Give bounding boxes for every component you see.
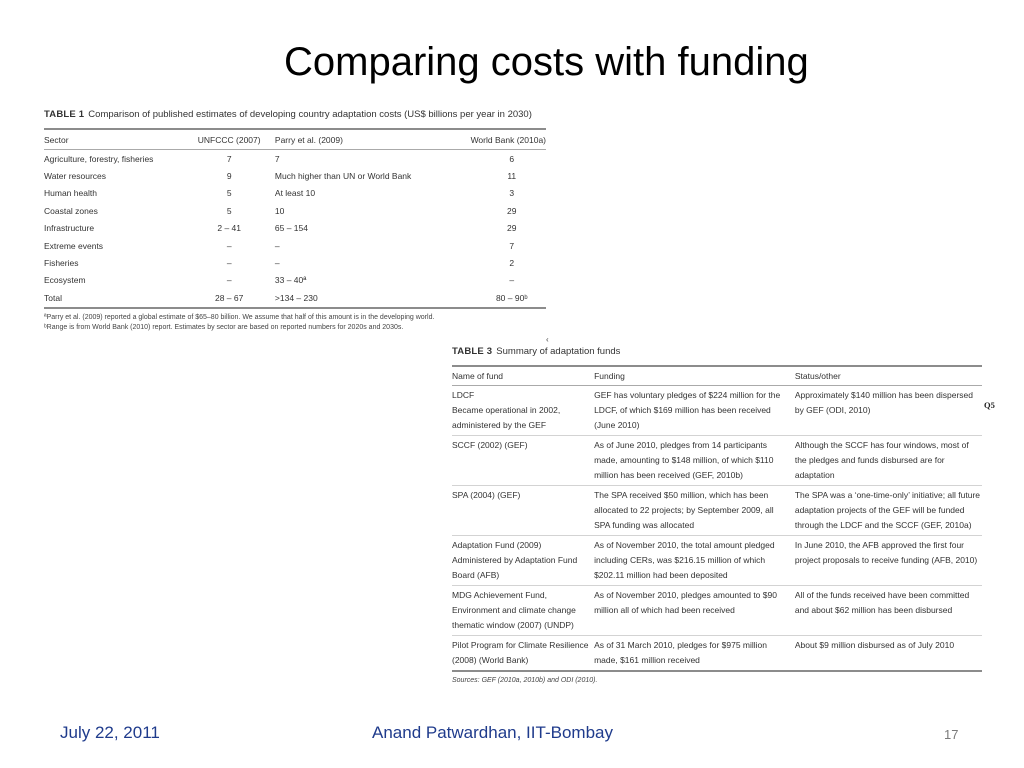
table-cell: – xyxy=(226,258,232,269)
table-cell: – xyxy=(226,275,232,286)
table-cell: Much higher than UN or World Bank xyxy=(274,171,412,182)
table-cell: All of the funds received have been committed and about $62 million has been disbursed xyxy=(794,590,970,615)
table-cell: 7 xyxy=(274,153,280,164)
table1-header-cell: Sector xyxy=(44,134,69,145)
table-cell: >134 – 230 xyxy=(274,292,318,303)
table-row xyxy=(452,586,982,636)
table1 xyxy=(44,130,546,309)
table-row xyxy=(44,167,546,184)
table1-caption-text: Comparison of published estimates of developing country adaptation costs (US$ billions per year in 2030) xyxy=(88,109,532,120)
table-cell: 6 xyxy=(509,153,515,164)
table-cell: 2 – 41 xyxy=(217,223,241,234)
table-cell: 9 xyxy=(226,171,232,182)
table-cell: LDCF Became operational in 2002, administered by the GEF xyxy=(452,390,561,430)
table-row xyxy=(44,185,546,202)
table-cell: Agriculture, forestry, fisheries xyxy=(44,153,154,164)
table-cell: 80 – 90ᵇ xyxy=(495,292,528,303)
table1-note: ªParry et al. (2009) reported a global estimate of $65–80 billion. We assume that half of this amount is in the developing world. xyxy=(44,313,435,321)
slide-title: Comparing costs with funding xyxy=(284,40,809,84)
table-cell: SPA (2004) (GEF) xyxy=(452,490,521,500)
table3-caption-text: Summary of adaptation funds xyxy=(496,346,621,357)
table3-header-cell: Status/other xyxy=(794,370,841,381)
table1-notes xyxy=(44,313,546,333)
table-cell: 5 xyxy=(226,205,232,216)
table-cell: 2 xyxy=(509,258,515,269)
table-cell: 10 xyxy=(274,205,285,216)
table-cell: 28 – 67 xyxy=(214,292,244,303)
table-row xyxy=(44,220,546,237)
table-cell: SCCF (2002) (GEF) xyxy=(452,440,528,450)
table-cell: The SPA was a ‘one-time-only’ initiative; all future adaptation projects of the GEF will be funded through the LDCF and the SCCF (GEF, 2010a) xyxy=(794,490,981,530)
table-cell: 65 – 154 xyxy=(274,223,308,234)
table-row xyxy=(452,436,982,486)
table-row xyxy=(452,536,982,586)
table3-caption xyxy=(452,345,982,359)
table-cell: Infrastructure xyxy=(44,223,95,234)
table-cell: 7 xyxy=(226,153,232,164)
table1-header-cell: UNFCCC (2007) xyxy=(197,134,261,145)
table1-note: ᵇRange is from World Bank (2010) report. Estimates by sector are based on reported numbers for 2020s and 2030s. xyxy=(44,323,404,331)
table-row-total xyxy=(44,289,546,307)
table3-header-cell: Funding xyxy=(594,370,625,381)
table-cell: As of November 2010, the total amount pledged including CERs, was $216.15 million of which $202.11 million had been deposited xyxy=(594,540,775,580)
table-cell: 5 xyxy=(226,188,232,199)
table1-header-cell: World Bank (2010a) xyxy=(470,134,546,145)
table-cell: Although the SCCF has four windows, most of the pledges and funds disbursed are for adaptation xyxy=(794,440,969,480)
table1-block xyxy=(44,108,546,333)
table-row xyxy=(44,150,546,168)
table3 xyxy=(452,367,982,672)
table-cell: Coastal zones xyxy=(44,205,98,216)
table3-sources: Sources: GEF (2010a, 2010b) and ODI (2010). xyxy=(452,677,598,684)
table1-header-row xyxy=(44,130,546,150)
table-cell: Ecosystem xyxy=(44,275,86,286)
table-row xyxy=(452,636,982,672)
table-cell: 33 – 40ª xyxy=(274,275,307,286)
table1-header-cell: Parry et al. (2009) xyxy=(274,134,343,145)
table-row xyxy=(452,486,982,536)
table-row xyxy=(44,202,546,219)
table1-label: TABLE 1 xyxy=(44,109,85,120)
table3-header-row xyxy=(452,367,982,386)
table-cell: 7 xyxy=(509,240,515,251)
footer-date: July 22, 2011 xyxy=(60,723,160,742)
table-row xyxy=(44,237,546,254)
table-cell: 29 xyxy=(507,205,517,216)
table-cell: MDG Achievement Fund, Environment and climate change thematic window (2007) (UNDP) xyxy=(452,590,576,630)
table-cell: Water resources xyxy=(44,171,107,182)
table-cell: 29 xyxy=(507,223,517,234)
table-cell: – xyxy=(226,240,232,251)
table3-block xyxy=(452,345,982,684)
table-cell: 3 xyxy=(509,188,515,199)
table-cell: The SPA received $50 million, which has been allocated to 22 projects; by September 2009, all SPA funding was allocated xyxy=(594,490,774,530)
table-cell: Approximately $140 million has been dispersed by GEF (ODI, 2010) xyxy=(794,390,973,415)
table-cell: Extreme events xyxy=(44,240,104,251)
table-cell: As of 31 March 2010, pledges for $975 million made, $161 million received xyxy=(594,640,768,665)
table-row xyxy=(44,254,546,271)
table-cell: Human health xyxy=(44,188,97,199)
table-cell: Total xyxy=(44,292,62,303)
table-cell: As of November 2010, pledges amounted to $90 million all of which had been received xyxy=(594,590,777,615)
table-row xyxy=(452,386,982,436)
table-cell: In June 2010, the AFB approved the first four project proposals to receive funding (AFB, 2010) xyxy=(794,540,978,565)
table-cell: – xyxy=(274,258,280,269)
table3-label: TABLE 3 xyxy=(452,346,493,357)
table-cell: GEF has voluntary pledges of $224 million for the LDCF, of which $169 million has been received (June 2010) xyxy=(594,390,781,430)
table-cell: As of June 2010, pledges from 14 participants made, amounting to $148 million, of which $110 million has been received (GEF, 2010b) xyxy=(594,440,774,480)
table-cell: About $9 million disbursed as of July 2010 xyxy=(794,640,955,650)
table-row xyxy=(44,272,546,289)
stray-mark: ‹ xyxy=(546,335,549,344)
table-cell: – xyxy=(274,240,280,251)
table-cell: Adaptation Fund (2009) Administered by Adaptation Fund Board (AFB) xyxy=(452,540,578,580)
page-number: 17 xyxy=(944,727,959,742)
table-cell: – xyxy=(509,275,515,286)
table1-caption xyxy=(44,108,546,122)
table3-header-cell: Name of fund xyxy=(452,370,504,381)
table-cell: Fisheries xyxy=(44,258,79,269)
table-cell: At least 10 xyxy=(274,188,316,199)
table-cell: 11 xyxy=(507,171,517,182)
footer-author: Anand Patwardhan, IIT-Bombay xyxy=(372,723,613,742)
table-cell: Pilot Program for Climate Resilience (2008) (World Bank) xyxy=(452,640,589,665)
query-mark-q5: Q5 xyxy=(984,400,995,410)
